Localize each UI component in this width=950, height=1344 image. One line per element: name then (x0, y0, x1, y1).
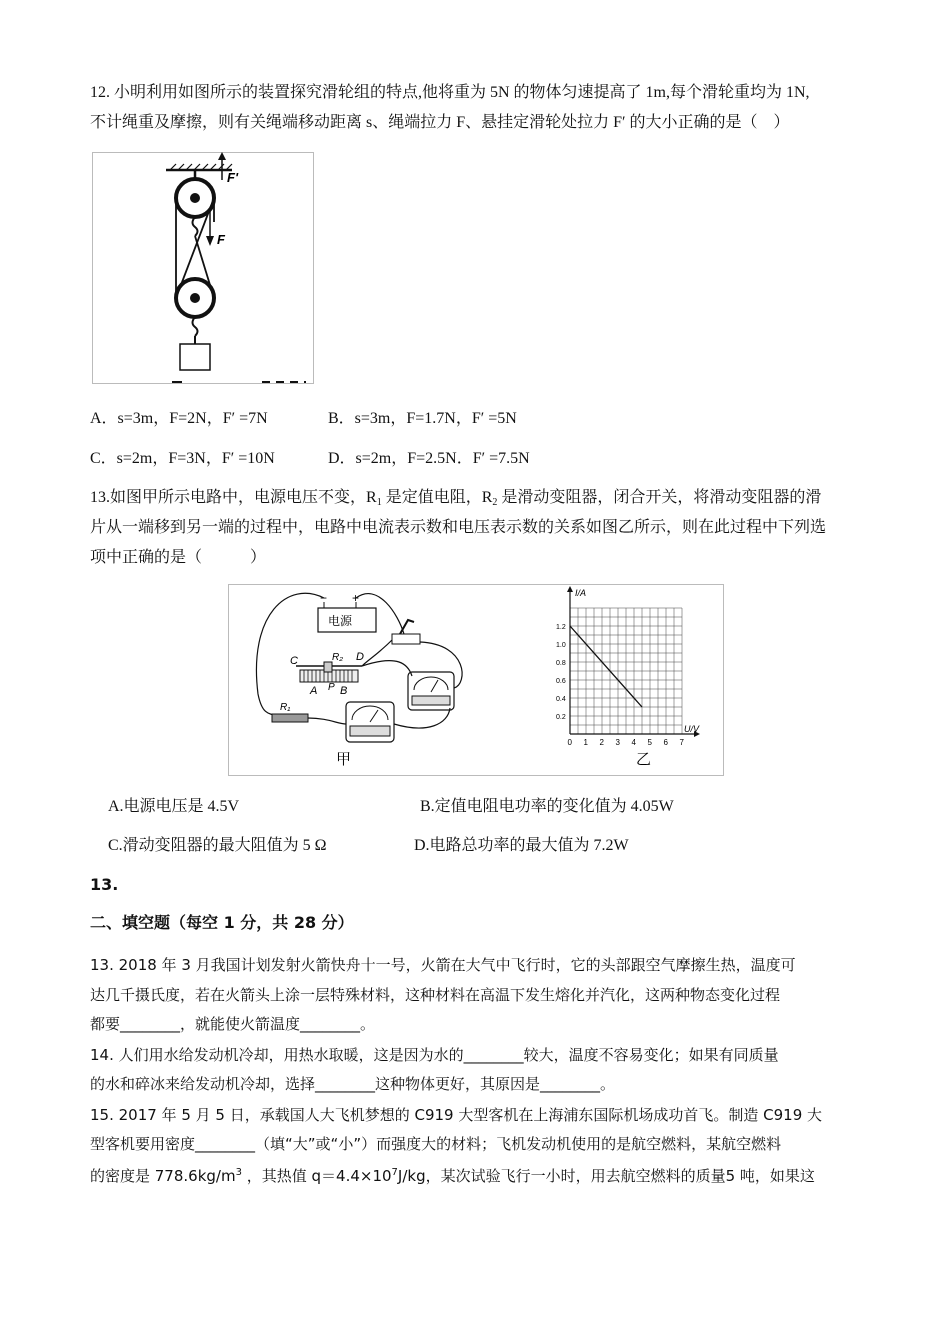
x-tick-label: 1 (583, 738, 588, 747)
q12-option-b: B．s=3m，F=1.7N，F′ =5N (328, 410, 517, 427)
minus-label: − (320, 591, 328, 605)
fill15-line-1: 15. 2017 年 5 月 5 日，承载国人大飞机梦想的 C919 大型客机在上海浦东国际机场成功首飞。制造 C919 大 (90, 1106, 823, 1124)
terminal-a-label: A (310, 685, 318, 697)
fill13-line-2: 达几千摄氏度，若在火箭头上涂一层特殊材料，这种材料在高温下发生熔化并汽化，这两种物态变化过程 (90, 986, 781, 1004)
fill15-line-2: 型客机要用密度________（填“大”或“小”）而强度大的材料；飞机发动机使用的是航空燃料，某航空燃料 (90, 1135, 782, 1153)
fill15-sup-2: 7 (391, 1167, 398, 1178)
terminal-b-label: B (340, 685, 348, 697)
x-tick-label: 0 (567, 738, 572, 747)
fill13-line-3: 都要________，就能使火箭温度________。 (90, 1015, 376, 1033)
r2-label: R₂ (332, 652, 344, 663)
q12-option-c: C．s=2m，F=3N，F′ =10N (90, 450, 275, 467)
force-f-label: F (217, 232, 225, 247)
question-marker: 13. (90, 875, 119, 894)
y-tick-label: 0.2 (556, 714, 566, 721)
x-tick-label: 2 (599, 738, 604, 747)
fill14-line-1: 14. 人们用水给发动机冷却，用热水取暖，这是因为水的________较大，温度不容易变化；如果有同质量 (90, 1046, 779, 1064)
slider-p-label: P (328, 682, 335, 693)
q12-line-2: 不计绳重及摩擦，则有关绳端移动距离 s、绳端拉力 F、悬挂定滑轮处拉力 F′ 的大小正确的是（ ） (90, 114, 790, 131)
q13-option-b: B.定值电阻电功率的变化值为 4.05W (420, 798, 674, 815)
q13-sub-2: 2 (492, 497, 498, 508)
fill13-line-1: 13. 2018 年 3 月我国计划发射火箭快舟十一号，火箭在大气中飞行时，它的头部跟空气摩擦生热，温度可 (90, 956, 796, 974)
x-tick-label: 7 (679, 738, 684, 747)
fill15-sup-1: 3 (235, 1167, 242, 1178)
chart-grid (570, 608, 682, 734)
caption-jia: 甲 (336, 751, 352, 768)
plus-label: + (352, 591, 360, 605)
q13-line-1-c: 是滑动变阻器，闭合开关，将滑动变阻器的滑 (497, 489, 822, 506)
y-axis-label: I/A (575, 588, 587, 598)
terminal-c-label: C (290, 655, 298, 667)
y-tick-label: 1.0 (556, 642, 566, 649)
y-tick-label: 1.2 (556, 624, 566, 631)
fill15-line-3-b: ，其热值 q＝4.4×10 (241, 1167, 392, 1185)
series-line (570, 626, 642, 707)
q12-option-a: A．s=3m，F=2N，F′ =7N (90, 410, 268, 427)
q13-line-1-a: 13.如图甲所示电路中，电源电压不变，R (90, 489, 377, 506)
circuit-and-graph-figure (228, 584, 724, 776)
force-fprime-label: F' (227, 170, 239, 185)
q12-option-d: D．s=2m，F=2.5N．F′ =7.5N (328, 450, 530, 467)
r1-label: R₁ (280, 702, 291, 713)
q13-line-2: 片从一端移到另一端的过程中，电路中电流表示数和电压表示数的关系如图乙所示，则在此过程中下列选 (90, 519, 827, 536)
x-tick-label: 6 (663, 738, 668, 747)
y-tick-label: 0.4 (556, 696, 566, 703)
power-supply-label: 电源 (328, 614, 353, 628)
x-tick-label: 5 (647, 738, 652, 747)
q13-sub-1: 1 (376, 497, 382, 508)
y-tick-label: 0.6 (556, 678, 566, 685)
fill14-line-2: 的水和碎冰来给发动机冷却，选择________这种物体更好，其原因是________。 (90, 1075, 616, 1093)
fill15-line-3-a: 的密度是 778.6kg/m (90, 1167, 236, 1185)
q13-line-1-b: 是定值电阻，R (381, 489, 493, 506)
x-tick-label: 3 (615, 738, 620, 747)
chart-ticks (556, 624, 685, 747)
circuit-diagram (256, 591, 462, 768)
q13-line-3: 项中正确的是（ ） (90, 549, 267, 566)
x-tick-label: 4 (631, 738, 636, 747)
pulley-figure (92, 152, 314, 384)
q13-option-c: C.滑动变阻器的最大阻值为 5 Ω (108, 837, 327, 854)
q12-line-1: 12. 小明利用如图所示的装置探究滑轮组的特点,他将重为 5N 的物体匀速提高了 1m,每个滑轮重均为 1N, (90, 84, 810, 101)
fill15-line-3 (90, 1163, 815, 1186)
terminal-d-label: D (356, 651, 364, 663)
q13-option-d: D.电路总功率的最大值为 7.2W (414, 837, 629, 854)
iu-graph (556, 586, 700, 768)
q13-line-1 (90, 488, 821, 513)
x-axis-label: U/V (684, 724, 700, 734)
q13-option-a: A.电源电压是 4.5V (108, 798, 240, 815)
caption-yi: 乙 (636, 751, 652, 768)
y-tick-label: 0.8 (556, 660, 566, 667)
chart-series (570, 626, 642, 707)
section-heading: 二、填空题（每空 1 分，共 28 分） (90, 913, 354, 932)
fill15-line-3-c: J/kg，某次试验飞行一小时，用去航空燃料的质量5 吨，如果这 (397, 1167, 815, 1185)
